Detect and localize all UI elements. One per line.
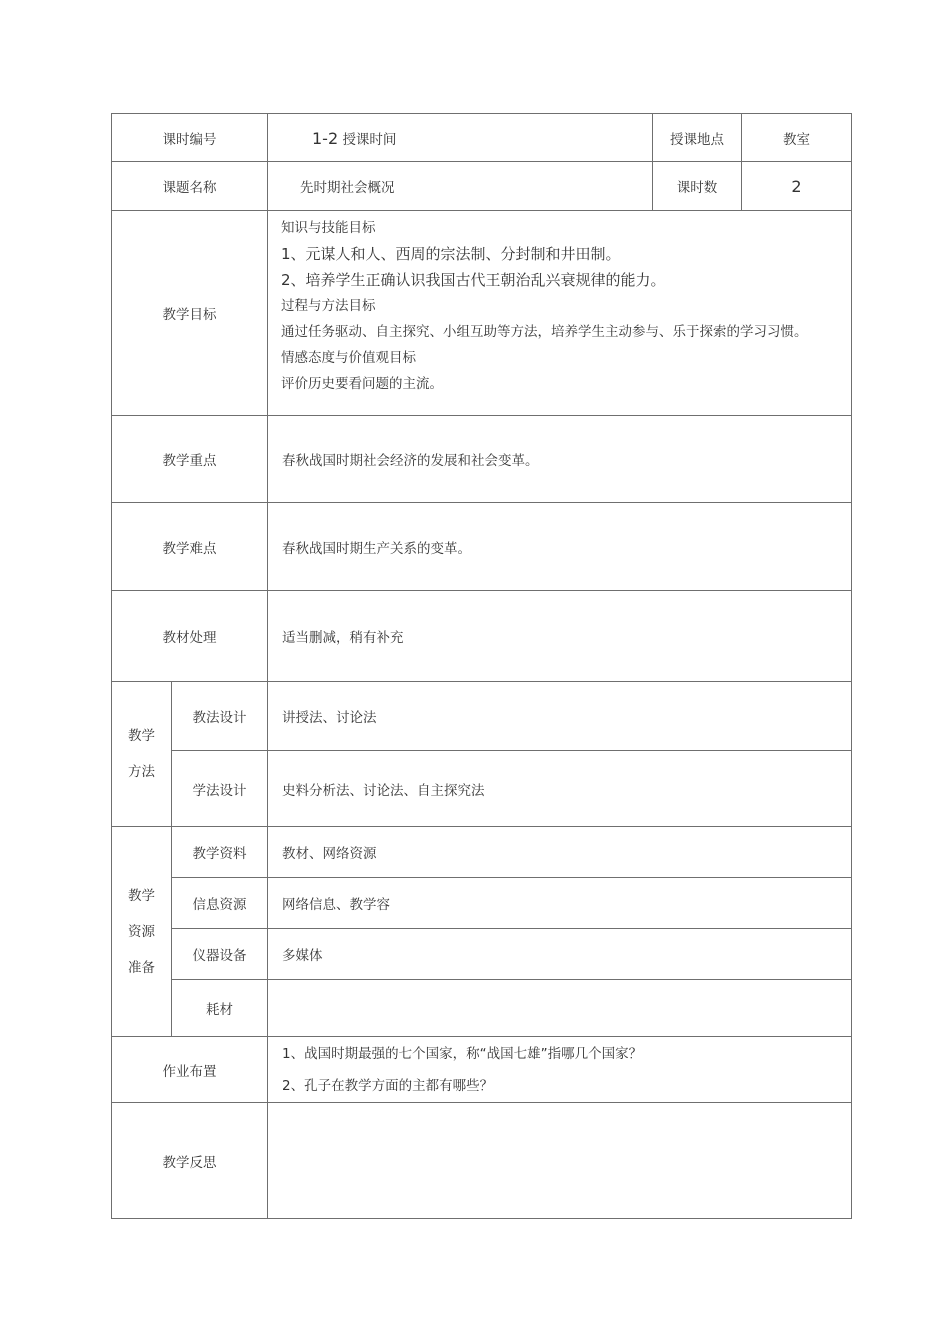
objectives-content [268, 211, 852, 416]
row-homework [112, 1037, 852, 1103]
location-value: 教室 [742, 114, 852, 162]
row-reflection [112, 1103, 852, 1219]
key-points-value: 春秋战国时期社会经济的发展和社会变革。 [268, 416, 852, 503]
row-materials [112, 591, 852, 682]
resources-group-label [112, 827, 172, 1037]
objective-line: 2、培养学生正确认识我国古代王朝治乱兴衰规律的能力。 [281, 271, 666, 289]
resources-label-2: 资源 [128, 923, 155, 940]
objective-line: 1、元谋人和人、西周的宗法制、分封制和井田制。 [281, 245, 621, 263]
homework-content [268, 1037, 852, 1103]
objective-line: 评价历史要看问题的主流。 [281, 376, 443, 392]
resource-value: 网络信息、教学容 [268, 878, 852, 929]
reflection-value [268, 1103, 852, 1219]
teach-method-value: 讲授法、讨论法 [268, 682, 852, 751]
homework-label: 作业布置 [112, 1037, 268, 1103]
key-points-label: 教学重点 [112, 416, 268, 503]
methods-label-1: 教学 [128, 728, 155, 744]
homework-line: 1、战国时期最强的七个国家，称“战国七雄”指哪几个国家？ [282, 1045, 643, 1062]
difficulties-value: 春秋战国时期生产关系的变革。 [268, 503, 852, 591]
row-teach-method [112, 682, 852, 751]
row-resource [112, 980, 852, 1037]
homework-line: 2、孔子在教学方面的主都有哪些？ [282, 1077, 494, 1094]
topic-value: 先时期社会概况 [268, 162, 653, 211]
resource-label: 信息资源 [172, 878, 268, 929]
resource-label: 耗材 [172, 980, 268, 1037]
lesson-plan-table [111, 113, 852, 1219]
reflection-label: 教学反思 [112, 1103, 268, 1219]
row-learn-method [112, 751, 852, 827]
resource-value: 教材、网络资源 [268, 827, 852, 878]
objective-line: 情感态度与价值观目标 [281, 350, 416, 366]
resources-label-1: 教学 [128, 887, 155, 904]
row-resource [112, 929, 852, 980]
learn-method-value: 史料分析法、讨论法、自主探究法 [268, 751, 852, 827]
row-resource [112, 878, 852, 929]
objective-line: 知识与技能目标 [281, 220, 376, 236]
row-resource [112, 827, 852, 878]
resource-label: 教学资料 [172, 827, 268, 878]
row-difficulties [112, 503, 852, 591]
resource-label: 仪器设备 [172, 929, 268, 980]
row-objectives [112, 211, 852, 416]
location-label: 授课地点 [653, 114, 742, 162]
teach-time-label: 授课时间 [342, 131, 397, 148]
methods-group-label [112, 682, 172, 827]
materials-value: 适当删减，稍有补充 [268, 591, 852, 682]
materials-label: 教材处理 [112, 591, 268, 682]
objective-line: 通过任务驱动、自主探究、小组互助等方法，培养学生主动参与、乐于探索的学习习惯。 [281, 324, 808, 340]
row-lesson-no [112, 114, 852, 162]
difficulties-label: 教学难点 [112, 503, 268, 591]
lesson-no-label: 课时编号 [112, 114, 268, 162]
topic-label: 课题名称 [112, 162, 268, 211]
hours-label: 课时数 [653, 162, 742, 211]
lesson-no-cell [268, 114, 653, 162]
learn-method-label: 学法设计 [172, 751, 268, 827]
resources-label-3: 准备 [128, 959, 155, 976]
row-key-points [112, 416, 852, 503]
teach-method-label: 教法设计 [172, 682, 268, 751]
hours-value: 2 [742, 162, 852, 211]
objective-line: 过程与方法目标 [281, 298, 376, 314]
resource-value [268, 980, 852, 1037]
resource-value: 多媒体 [268, 929, 852, 980]
lesson-no-value: 1-2 [312, 128, 339, 148]
objectives-label: 教学目标 [112, 211, 268, 416]
row-topic [112, 162, 852, 211]
methods-label-2: 方法 [128, 764, 155, 780]
